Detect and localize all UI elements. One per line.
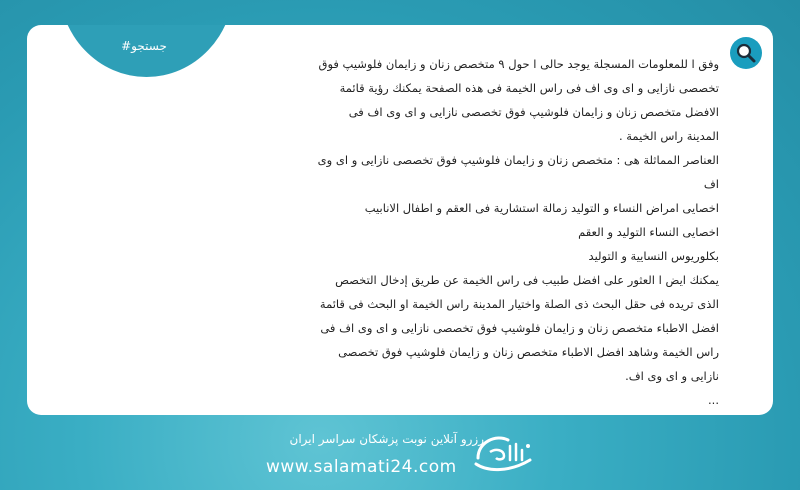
list-item: اخصايی امراض النساء و التوليد زمالة استشارية فی العقم و اطفال الانابيب: [364, 201, 719, 215]
footer-url[interactable]: www.salamati24.com: [266, 457, 457, 477]
list-item: بكلوريوس النسايية و التوليد: [588, 249, 719, 263]
ellipsis: ...: [708, 393, 719, 407]
article-body: [317, 52, 719, 412]
paragraph-similar: العناصر المماثلة هی : متخصص زنان و زايمان فلوشيپ فوق تخصصی نازايی و ای وی اف: [317, 153, 719, 191]
list-item: اخصايی النساء التوليد و العقم: [578, 225, 719, 239]
paragraph-search-tip: يمكنك ايض ا العثور علی افضل طبيب فی راس الخيمة عن طريق إدخال التخصص الذی تريده فی حقل البحث ذی الصلة واختيار المدينة راس الخيمة او البحث فی قائمة افضل الاطباء متخصص زنان و زايمان فلوشيپ فوق تخصصی نازايی و ای وی اف فی راس الخيمة وشاهد افضل الاطباء متخصص زنان و زايمان فلوشيپ فوق تخصصی نازايی و ای وی اف.: [319, 273, 719, 383]
paragraph-intro: وفق ا للمعلومات المسجلة يوجد حالی ا حول ۹ متخصص زنان و زايمان فلوشيپ فوق تخصصی نازايی و ای وی اف فی راس الخيمة فی هذه الصفحة يمكنك رؤية قائمة الافضل متخصص زنان و زايمان فلوشيپ فوق تخصصی نازايی و ای وی اف فی المدينة راس الخيمة .: [318, 57, 719, 143]
search-icon[interactable]: [730, 37, 762, 69]
content-card: [27, 25, 773, 415]
footer-tagline: رزرو آنلاین نوبت پزشکان سراسر ایران: [289, 432, 484, 446]
tag-label[interactable]: #جستجو: [121, 39, 167, 53]
